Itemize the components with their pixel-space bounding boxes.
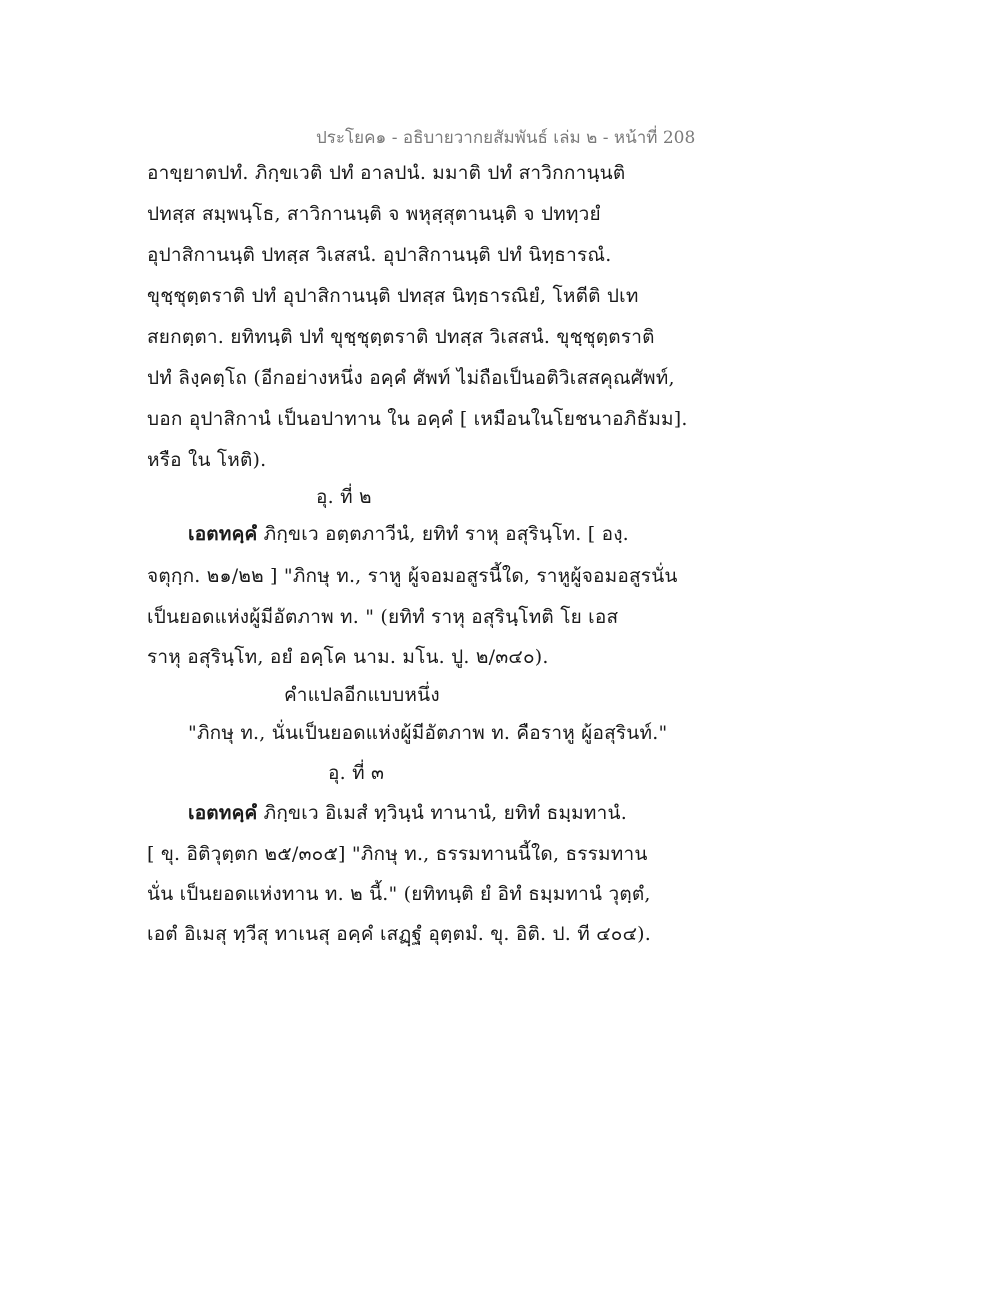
example-term: เอตทคฺคํ — [188, 802, 258, 824]
text-line: เอตํ อิเมสุ ทฺวีสุ ทาเนสุ อคฺคํ เสฏฺฐํ อุตฺตมํ. ขุ. อิติ. ป. ที ๔๐๔). — [147, 923, 652, 945]
text-line: เป็นยอดแห่งผู้มีอัตภาพ ท. " (ยทิทํ ราหุ อสุรินฺโทติ โย เอส — [147, 606, 619, 628]
text-line: สยกตฺตา. ยทิทนฺติ ปทํ ขุชฺชุตฺตราติ ปทสฺส วิเสสนํ. ขุชฺชุตฺตราติ — [147, 326, 655, 348]
text-line: อุปาสิกานนฺติ ปทสฺส วิเสสนํ. อุปาสิกานนฺติ ปทํ นิทฺธารณํ. — [147, 244, 612, 266]
example-first-line — [188, 800, 627, 826]
alternate-translation-heading: คำแปลอีกแบบหนึ่ง — [284, 684, 440, 706]
text-line: ราหุ อสุรินฺโท, อยํ อคฺโค นาม. มโน. ปู. ๒/๓๔๐). — [147, 646, 549, 668]
text-line: จตุกฺก. ๒๑/๒๒ ] "ภิกษุ ท., ราหู ผู้จอมอสูรนี้ใด, ราหูผู้จอมอสูรนั่น — [147, 565, 678, 587]
text-line: ภิกฺขเว อตฺตภาวีนํ, ยทิทํ ราหุ อสุรินฺโท. [ องฺ. — [257, 523, 629, 545]
example-heading: อุ. ที่ ๓ — [328, 762, 385, 784]
text-line: นั่น เป็นยอดแห่งทาน ท. ๒ นี้." (ยทิทนฺติ ยํ อิทํ ธมฺมทานํ วุตฺตํ, — [147, 883, 651, 905]
running-header: ประโยค๑ - อธิบายวากยสัมพันธ์ เล่ม ๒ - หน้าที่ 208 — [316, 128, 696, 148]
alternate-translation: "ภิกษุ ท., นั่นเป็นยอดแห่งผู้มีอัตภาพ ท. คือราหู ผู้อสุรินท์." — [188, 722, 668, 744]
text-line: หรือ ใน โหติ). — [147, 449, 267, 471]
example-first-line — [188, 521, 629, 547]
text-line: ปทํ ลิงฺคตฺโถ (อีกอย่างหนึ่ง อคฺคํ ศัพท์ ไม่ถือเป็นอติวิเสสคุณศัพท์, — [147, 367, 675, 389]
text-line: บอก อุปาสิกานํ เป็นอปาทาน ใน อคฺคํ [ เหมือนในโยชนาอภิธัมม]. — [147, 408, 688, 430]
text-line: ภิกฺขเว อิเมสํ ทฺวินฺนํ ทานานํ, ยทิทํ ธมฺมทานํ. — [257, 802, 627, 824]
example-heading: อุ. ที่ ๒ — [316, 486, 372, 508]
text-line: อาขฺยาตปทํ. ภิกฺขเวติ ปทํ อาลปนํ. มมาติ ปทํ สาวิกกานฺนติ — [147, 162, 626, 184]
text-line: ขุชฺชุตฺตราติ ปทํ อุปาสิกานนฺติ ปทสฺส นิทฺธารณิยํ, โหตีติ ปเท — [147, 285, 639, 307]
example-term: เอตทคฺคํ — [188, 523, 258, 545]
text-line: [ ขุ. อิติวุตฺตก ๒๕/๓๐๕] "ภิกษุ ท., ธรรมทานนี้ใด, ธรรมทาน — [147, 843, 648, 865]
text-line: ปทสฺส สมฺพนฺโธ, สาวิกานนฺติ จ พหุสฺสุตานนฺติ จ ปททฺวยํ — [147, 203, 601, 225]
